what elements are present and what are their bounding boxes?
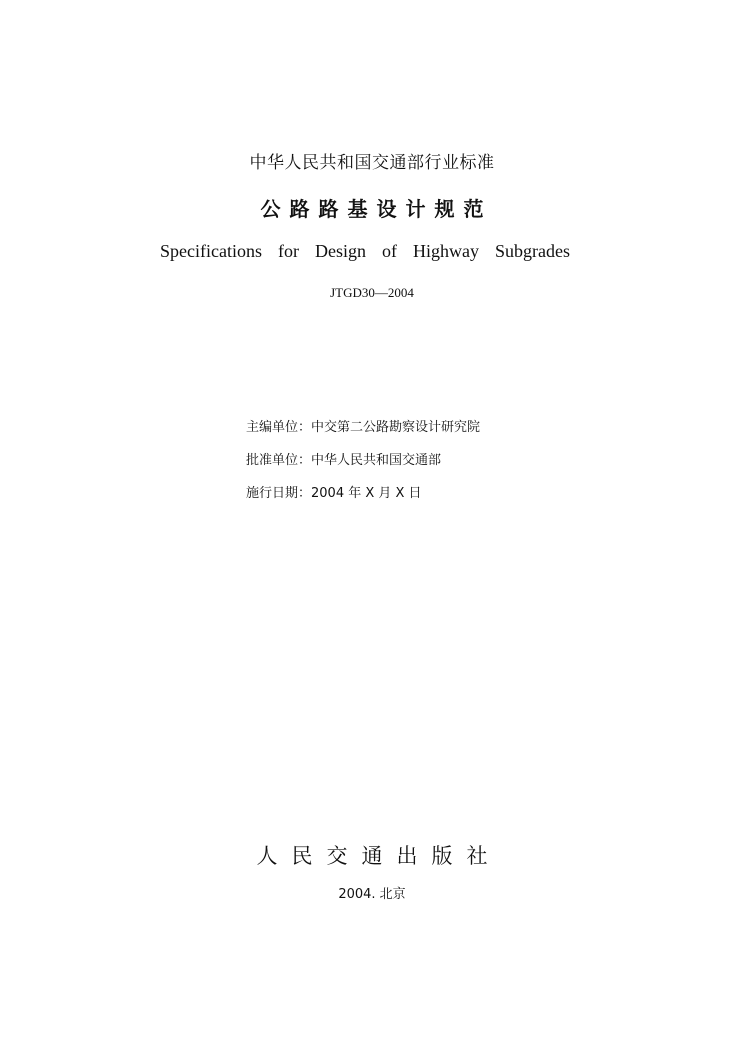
title-en-word: of (381, 241, 397, 261)
document-title-english (160, 241, 570, 262)
chief-editor-unit: 主编单位：中交第二公路勘察设计研究院 (246, 420, 481, 435)
approving-unit: 批准单位：中华人民共和国交通部 (246, 453, 442, 468)
title-en-word: Highway (412, 241, 479, 261)
effective-date: 施行日期：2004 年 X 月 X 日 (246, 486, 422, 501)
title-en-word: Design (314, 241, 366, 261)
title-en-word: Subgrades (494, 241, 570, 261)
title-en-word: for (277, 241, 299, 261)
document-title-chinese: 公路路基设计规范 (260, 197, 493, 221)
publication-place-date: 2004. 北京 (338, 887, 406, 902)
standard-category-line: 中华人民共和国交通部行业标准 (249, 153, 495, 173)
publisher-name: 人民交通出版社 (256, 844, 502, 868)
standard-code: JTGD30—2004 (330, 285, 414, 300)
title-en-word: Specifications (160, 241, 262, 261)
